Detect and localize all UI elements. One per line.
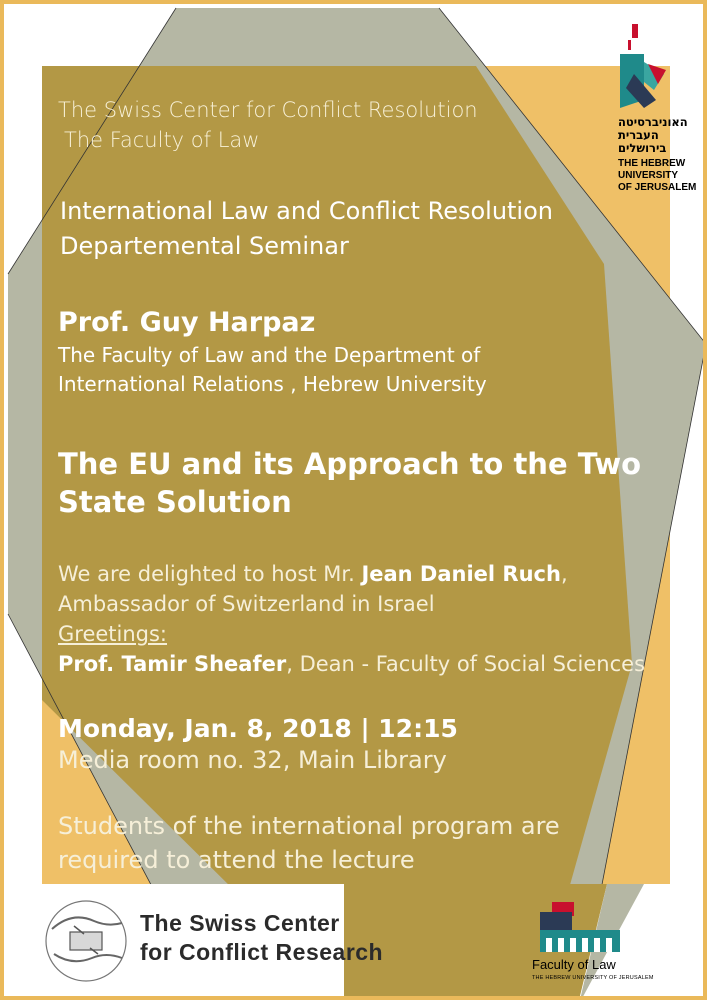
greeter: Prof. Tamir Sheafer, Dean - Faculty of Social Sciences: [58, 652, 646, 676]
guest-role: Ambassador of Switzerland in Israel: [58, 592, 435, 616]
org-line-2: The Faculty of Law: [64, 128, 260, 152]
faculty-logo-title: Faculty of Law: [532, 957, 616, 972]
event-date-time: Monday, Jan. 8, 2018 | 12:15: [58, 714, 458, 743]
event-location: Media room no. 32, Main Library: [58, 746, 447, 774]
org-line-1: The Swiss Center for Conflict Resolution: [58, 98, 478, 122]
greetings-label: Greetings:: [58, 622, 168, 646]
talk-title-line-1: The EU and its Approach to the Two: [58, 447, 642, 481]
guest-name: Jean Daniel Ruch: [361, 562, 561, 586]
faculty-logo-subtitle: THE HEBREW UNIVERSITY OF JERUSALEM: [532, 975, 654, 981]
huji-english-line-1: THE HEBREW: [618, 158, 686, 169]
huji-english-line-3: OF JERUSALEM: [618, 182, 697, 193]
huji-hebrew-line-1: האוניברסיטה: [618, 115, 688, 129]
seminar-title-line-1: International Law and Conflict Resolution: [60, 197, 553, 225]
notice-line-1: Students of the international program are: [58, 812, 560, 840]
swiss-logo-line-1: The Swiss Center: [140, 910, 340, 936]
greeter-name: Prof. Tamir Sheafer: [58, 652, 287, 676]
speaker-affiliation-line-2: International Relations , Hebrew University: [58, 372, 487, 396]
huji-english-line-2: UNIVERSITY: [618, 170, 679, 181]
speaker-name: Prof. Guy Harpaz: [58, 307, 316, 338]
seminar-title-line-2: Departemental Seminar: [60, 232, 349, 260]
huji-hebrew-line-3: בירושלים: [618, 141, 667, 155]
huji-hebrew-line-2: העברית: [618, 128, 659, 142]
notice-line-2: required to attend the lecture: [58, 846, 415, 874]
speaker-affiliation-line-1: The Faculty of Law and the Department of: [58, 343, 481, 367]
swiss-logo-line-2: for Conflict Research: [140, 939, 384, 965]
guest-intro: We are delighted to host Mr. Jean Daniel Ruch,: [58, 562, 568, 586]
talk-title-line-2: State Solution: [58, 485, 292, 519]
